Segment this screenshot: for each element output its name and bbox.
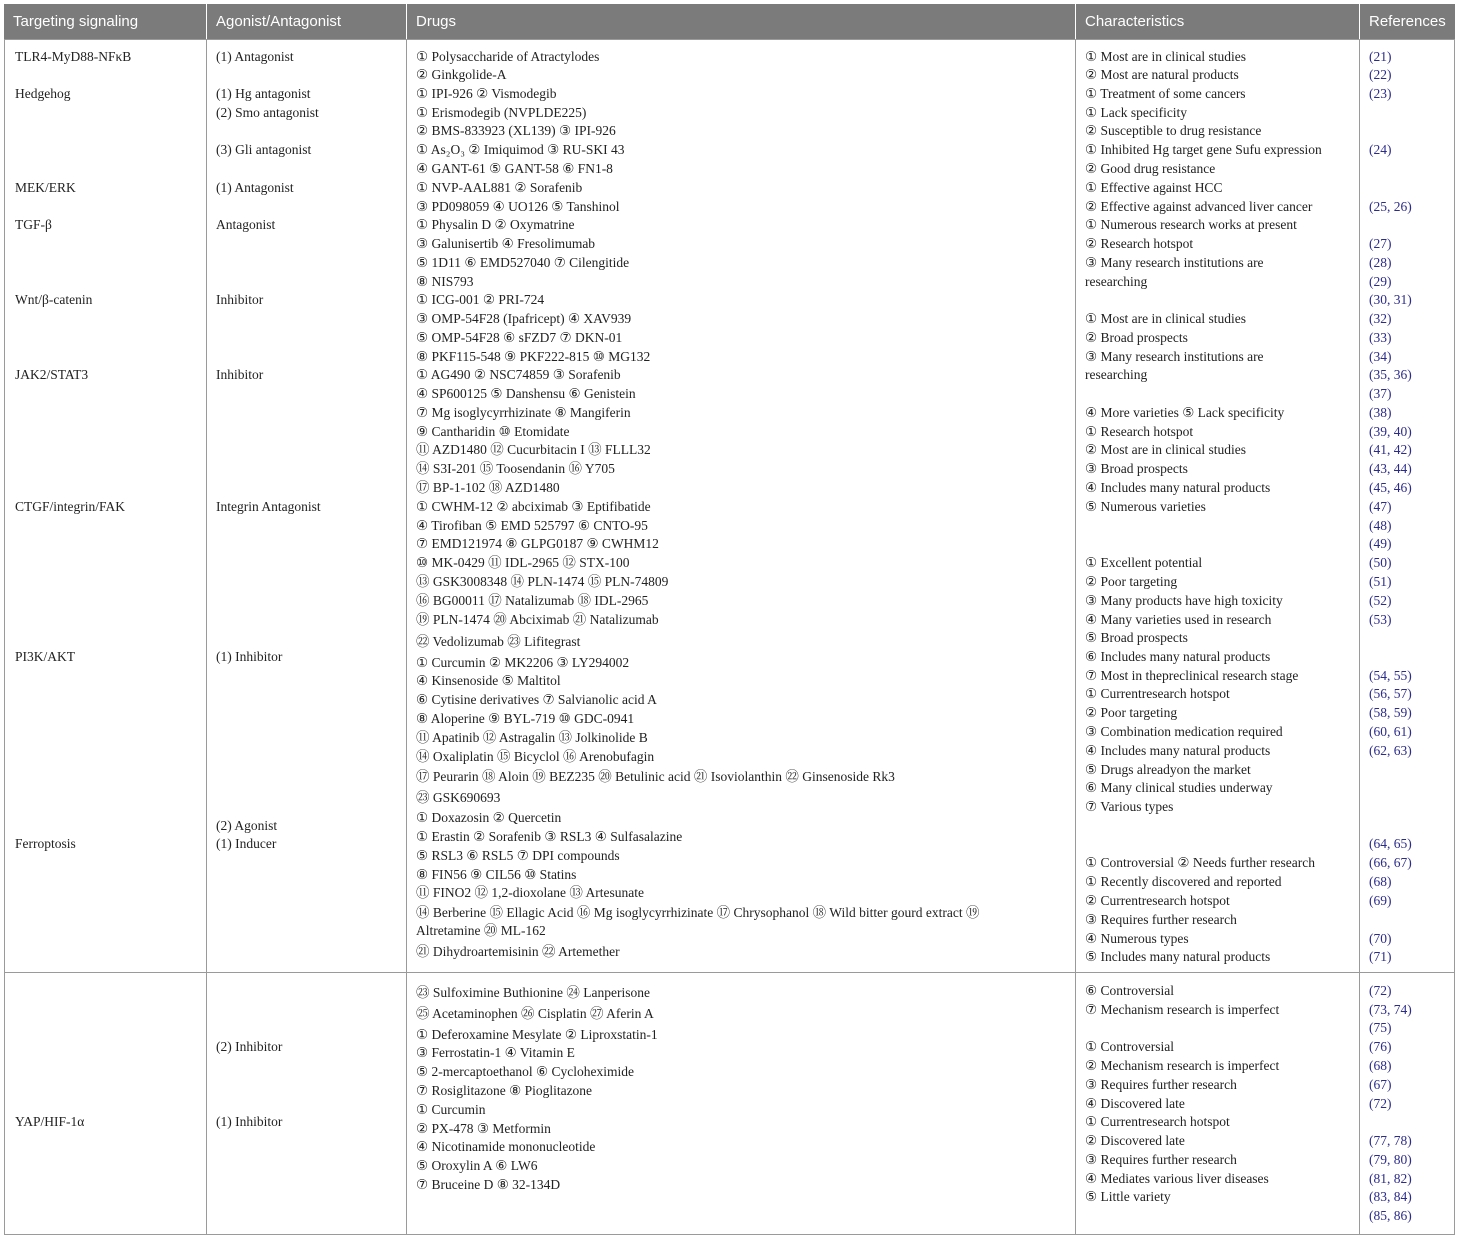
- drug-line: ⑤ RSL3 ⑥ RSL5 ⑦ DPI compounds: [416, 848, 620, 863]
- drug-line: ⑧ FIN56 ⑨ CIL56 ⑩ Statins: [416, 867, 577, 882]
- signaling-cell: PI3K/AKT: [15, 649, 75, 664]
- characteristic-line: ④ Mediates various liver diseases: [1085, 1171, 1269, 1186]
- agonist-cell: (1) Inhibitor: [216, 1114, 283, 1129]
- column-divider: [406, 39, 407, 1235]
- drug-line: ① NVP-AAL881 ② Sorafenib: [416, 180, 583, 195]
- characteristic-line: ③ Requires further research: [1085, 912, 1237, 927]
- reference-cell[interactable]: (77, 78): [1369, 1133, 1412, 1148]
- drug-line: ④ Tirofiban ⑤ EMD 525797 ⑥ CNTO-95: [416, 518, 648, 533]
- characteristic-line: ① Research hotspot: [1085, 424, 1194, 439]
- characteristic-line: ① Effective against HCC: [1085, 180, 1223, 195]
- drug-line: ⑨ Cantharidin ⑩ Etomidate: [416, 424, 570, 439]
- characteristic-line: ① Currentresearch hotspot: [1085, 686, 1230, 701]
- reference-cell[interactable]: (38): [1369, 405, 1392, 420]
- drug-line: ② PX-478 ③ Metformin: [416, 1121, 551, 1136]
- drug-line: ② BMS-833923 (XL139) ③ IPI-926: [416, 123, 616, 138]
- characteristic-line: researching: [1085, 367, 1148, 382]
- drug-line: ⑰ Peurarin ⑱ Aloin ⑲ BEZ235 ⑳ Betulinic acid ㉑ Isoviolanthin ㉒ Ginsenoside Rk3: [416, 769, 895, 784]
- drug-line: ⑭ Berberine ⑮ Ellagic Acid ⑯ Mg isoglycyrrhizinate ⑰ Chrysophanol ⑱ Wild bitter gourd extract ⑲: [416, 905, 980, 920]
- characteristic-line: ① Recently discovered and reported: [1085, 874, 1282, 889]
- drug-line: ① As₂O₃ ② Imiquimod ③ RU-SKI 43: [416, 142, 625, 157]
- characteristic-line: ⑤ Drugs alreadyon the market: [1085, 762, 1251, 777]
- reference-cell[interactable]: (70): [1369, 931, 1392, 946]
- reference-cell[interactable]: (32): [1369, 311, 1392, 326]
- reference-cell[interactable]: (72): [1369, 1096, 1392, 1111]
- drug-line: ① Curcumin: [416, 1102, 486, 1117]
- signaling-cell: CTGF/integrin/FAK: [15, 499, 126, 514]
- reference-cell[interactable]: (50): [1369, 555, 1392, 570]
- reference-cell[interactable]: (75): [1369, 1020, 1392, 1035]
- characteristic-line: ③ Combination medication required: [1085, 724, 1283, 739]
- drug-line: ④ Nicotinamide mononucleotide: [416, 1139, 596, 1154]
- signaling-cell: YAP/HIF-1α: [15, 1114, 85, 1129]
- drug-line: ④ SP600125 ⑤ Danshensu ⑥ Genistein: [416, 386, 636, 401]
- reference-cell[interactable]: (39, 40): [1369, 424, 1412, 439]
- drug-line: ② Ginkgolide-A: [416, 67, 507, 82]
- characteristic-line: ④ Many varieties used in research: [1085, 612, 1272, 627]
- characteristic-line: ③ Requires further research: [1085, 1077, 1237, 1092]
- characteristic-line: ② Discovered late: [1085, 1133, 1185, 1148]
- agonist-cell: (2) Inhibitor: [216, 1039, 283, 1054]
- reference-cell[interactable]: (41, 42): [1369, 442, 1412, 457]
- characteristic-line: ② Poor targeting: [1085, 705, 1178, 720]
- agonist-cell: (2) Agonist: [216, 818, 278, 833]
- drug-line: ① Physalin D ② Oxymatrine: [416, 217, 575, 232]
- reference-cell[interactable]: (30, 31): [1369, 292, 1412, 307]
- characteristic-line: ⑥ Includes many natural products: [1085, 649, 1271, 664]
- reference-cell[interactable]: (28): [1369, 255, 1392, 270]
- column-divider: [1359, 39, 1360, 1235]
- table-header: [4, 4, 1455, 39]
- drug-line: ⑤ OMP-54F28 ⑥ sFZD7 ⑦ DKN-01: [416, 330, 623, 345]
- characteristic-line: ⑥ Controversial: [1085, 983, 1174, 998]
- reference-cell[interactable]: (47): [1369, 499, 1392, 514]
- characteristic-line: ⑦ Most in thepreclinical research stage: [1085, 668, 1299, 683]
- characteristic-line: ② Broad prospects: [1085, 330, 1188, 345]
- reference-cell[interactable]: (79, 80): [1369, 1152, 1412, 1167]
- drug-line: ⑪ AZD1480 ⑫ Cucurbitacin I ⑬ FLLL32: [416, 442, 651, 457]
- drug-line: ⑥ Cytisine derivatives ⑦ Salvianolic acid A: [416, 692, 657, 707]
- characteristic-line: ② Mechanism research is imperfect: [1085, 1058, 1280, 1073]
- reference-cell[interactable]: (60, 61): [1369, 724, 1412, 739]
- characteristic-line: ② Susceptible to drug resistance: [1085, 123, 1262, 138]
- signaling-cell: Hedgehog: [15, 86, 71, 101]
- drug-line: ⑩ MK-0429 ⑪ IDL-2965 ⑫ STX-100: [416, 555, 630, 570]
- characteristic-line: ② Most are in clinical studies: [1085, 442, 1246, 457]
- reference-cell[interactable]: (49): [1369, 536, 1392, 551]
- header-targeting-signaling: Targeting signaling: [13, 13, 139, 30]
- characteristic-line: ⑤ Includes many natural products: [1085, 949, 1271, 964]
- characteristic-line: ③ Requires further research: [1085, 1152, 1237, 1167]
- drug-line: ⑬ GSK3008348 ⑭ PLN-1474 ⑮ PLN-74809: [416, 574, 669, 589]
- header-drugs: Drugs: [416, 13, 457, 30]
- drug-line: ④ GANT-61 ⑤ GANT-58 ⑥ FN1-8: [416, 161, 613, 176]
- reference-cell[interactable]: (33): [1369, 330, 1392, 345]
- reference-cell[interactable]: (58, 59): [1369, 705, 1412, 720]
- characteristic-line: ③ Broad prospects: [1085, 461, 1188, 476]
- agonist-cell: (1) Inhibitor: [216, 649, 283, 664]
- reference-cell[interactable]: (43, 44): [1369, 461, 1412, 476]
- drug-line: ⑦ Rosiglitazone ⑧ Pioglitazone: [416, 1083, 593, 1098]
- reference-cell[interactable]: (51): [1369, 574, 1392, 589]
- agonist-cell: Inhibitor: [216, 292, 264, 307]
- reference-cell[interactable]: (27): [1369, 236, 1392, 251]
- drug-line: Altretamine ⑳ ML-162: [416, 923, 546, 938]
- agonist-cell: Antagonist: [216, 217, 276, 232]
- reference-cell[interactable]: (21): [1369, 49, 1392, 64]
- agonist-cell: (1) Antagonist: [216, 180, 294, 195]
- characteristic-line: ⑦ Various types: [1085, 799, 1174, 814]
- agonist-cell: (1) Inducer: [216, 836, 277, 851]
- characteristic-line: ② Most are natural products: [1085, 67, 1239, 82]
- header-agonist-antagonist: Agonist/Antagonist: [216, 13, 342, 30]
- reference-cell[interactable]: (76): [1369, 1039, 1392, 1054]
- drug-line: ① AG490 ② NSC74859 ③ Sorafenib: [416, 367, 621, 382]
- reference-cell[interactable]: (81, 82): [1369, 1171, 1412, 1186]
- signaling-cell: MEK/ERK: [15, 180, 76, 195]
- drug-line: ㉒ Vedolizumab ㉓ Lifitegrast: [416, 634, 581, 649]
- drug-line: ① Deferoxamine Mesylate ② Liproxstatin-1: [416, 1027, 658, 1042]
- reference-cell[interactable]: (53): [1369, 612, 1392, 627]
- drug-line: ⑭ Oxaliplatin ⑮ Bicyclol ⑯ Arenobufagin: [416, 749, 655, 764]
- drug-line: ⑦ Mg isoglycyrrhizinate ⑧ Mangiferin: [416, 405, 631, 420]
- header-characteristics: Characteristics: [1085, 13, 1185, 30]
- drug-line: ⑤ 1D11 ⑥ EMD527040 ⑦ Cilengitide: [416, 255, 630, 270]
- characteristic-line: ② Good drug resistance: [1085, 161, 1216, 176]
- drug-line: ⑤ 2-mercaptoethanol ⑥ Cycloheximide: [416, 1064, 635, 1079]
- characteristic-line: ② Poor targeting: [1085, 574, 1178, 589]
- agonist-cell: (3) Gli antagonist: [216, 142, 312, 157]
- signaling-cell: TGF-β: [15, 217, 52, 232]
- characteristic-line: ② Currentresearch hotspot: [1085, 893, 1230, 908]
- characteristic-line: ⑦ Mechanism research is imperfect: [1085, 1002, 1280, 1017]
- characteristic-line: ① Excellent potential: [1085, 555, 1203, 570]
- drug-line: ① Doxazosin ② Quercetin: [416, 810, 562, 825]
- drug-line: ⑤ Oroxylin A ⑥ LW6: [416, 1158, 538, 1173]
- agonist-cell: (2) Smo antagonist: [216, 105, 319, 120]
- drug-line: ③ Galunisertib ④ Fresolimumab: [416, 236, 596, 251]
- characteristic-line: ⑥ Many clinical studies underway: [1085, 780, 1273, 795]
- drug-line: ⑦ Bruceine D ⑧ 32-134D: [416, 1177, 561, 1192]
- reference-cell[interactable]: (62, 63): [1369, 743, 1412, 758]
- agonist-cell: Inhibitor: [216, 367, 264, 382]
- reference-cell[interactable]: (23): [1369, 86, 1392, 101]
- agonist-cell: (1) Hg antagonist: [216, 86, 311, 101]
- reference-cell[interactable]: (29): [1369, 274, 1392, 289]
- drug-line: ① Polysaccharide of Atractylodes: [416, 49, 600, 64]
- characteristic-line: ④ Discovered late: [1085, 1096, 1185, 1111]
- reference-cell[interactable]: (83, 84): [1369, 1189, 1412, 1204]
- drug-line: ③ OMP-54F28 (Ipafricept) ④ XAV939: [416, 311, 632, 326]
- drug-line: ① CWHM-12 ② abciximab ③ Eptifibatide: [416, 499, 651, 514]
- reference-cell[interactable]: (54, 55): [1369, 668, 1412, 683]
- drug-line: ⑧ PKF115-548 ⑨ PKF222-815 ⑩ MG132: [416, 349, 651, 364]
- characteristic-line: ① Lack specificity: [1085, 105, 1188, 120]
- drug-line: ㉓ Sulfoximine Buthionine ㉔ Lanperisone: [416, 985, 650, 1000]
- agonist-cell: Integrin Antagonist: [216, 499, 321, 514]
- reference-cell[interactable]: (22): [1369, 67, 1392, 82]
- drug-line: ⑪ Apatinib ⑫ Astragalin ⑬ Jolkinolide B: [416, 730, 648, 745]
- header-references: References: [1369, 13, 1446, 30]
- drug-line: ④ Kinsenoside ⑤ Maltitol: [416, 673, 561, 688]
- column-divider: [206, 39, 207, 1235]
- drug-line: ① IPI-926 ② Vismodegib: [416, 86, 557, 101]
- characteristic-line: ② Effective against advanced liver cancer: [1085, 199, 1313, 214]
- drug-line: ⑰ BP-1-102 ⑱ AZD1480: [416, 480, 560, 495]
- characteristic-line: ① Most are in clinical studies: [1085, 49, 1246, 64]
- characteristic-line: ④ Includes many natural products: [1085, 743, 1271, 758]
- characteristic-line: ⑤ Broad prospects: [1085, 630, 1188, 645]
- characteristic-line: ① Numerous research works at present: [1085, 217, 1297, 232]
- reference-cell[interactable]: (69): [1369, 893, 1392, 908]
- characteristic-line: researching: [1085, 274, 1148, 289]
- characteristic-line: ④ Includes many natural products: [1085, 480, 1271, 495]
- drug-line: ⑯ BG00011 ⑰ Natalizumab ⑱ IDL-2965: [416, 593, 649, 608]
- drug-line: ㉕ Acetaminophen ㉖ Cisplatin ㉗ Aferin A: [416, 1006, 654, 1021]
- reference-cell[interactable]: (48): [1369, 518, 1392, 533]
- reference-cell[interactable]: (71): [1369, 949, 1392, 964]
- reference-cell[interactable]: (37): [1369, 386, 1392, 401]
- drug-line: ① Erismodegib (NVPLDE225): [416, 105, 587, 120]
- reference-cell[interactable]: (64, 65): [1369, 836, 1412, 851]
- reference-cell[interactable]: (25, 26): [1369, 199, 1412, 214]
- drug-line: ⑲ PLN-1474 ⑳ Abciximab ㉑ Natalizumab: [416, 612, 659, 627]
- reference-cell[interactable]: (45, 46): [1369, 480, 1412, 495]
- row-divider: [4, 972, 1455, 973]
- signaling-cell: Ferroptosis: [15, 836, 76, 851]
- reference-cell[interactable]: (24): [1369, 142, 1392, 157]
- drug-line: ① Curcumin ② MK2206 ③ LY294002: [416, 655, 630, 670]
- reference-cell[interactable]: (34): [1369, 349, 1392, 364]
- characteristic-line: ⑤ Little variety: [1085, 1189, 1171, 1204]
- drug-line: ⑭ S3I-201 ⑮ Toosendanin ⑯ Y705: [416, 461, 615, 476]
- reference-cell[interactable]: (66, 67): [1369, 855, 1412, 870]
- column-divider: [1075, 39, 1076, 1235]
- agonist-cell: (1) Antagonist: [216, 49, 294, 64]
- drug-line: ③ Ferrostatin-1 ④ Vitamin E: [416, 1045, 575, 1060]
- characteristic-line: ③ Many research institutions are: [1085, 349, 1264, 364]
- characteristic-line: ① Most are in clinical studies: [1085, 311, 1246, 326]
- signaling-cell: JAK2/STAT3: [15, 367, 89, 382]
- reference-cell[interactable]: (68): [1369, 874, 1392, 889]
- drug-line: ㉑ Dihydroartemisinin ㉒ Artemether: [416, 944, 620, 959]
- signaling-cell: Wnt/β-catenin: [15, 292, 93, 307]
- signaling-cell: TLR4-MyD88-NFκB: [15, 49, 132, 64]
- drug-line: ③ PD098059 ④ UO126 ⑤ Tanshinol: [416, 199, 620, 214]
- characteristic-line: ④ Numerous types: [1085, 931, 1189, 946]
- drug-line: ⑪ FINO2 ⑫ 1,2-dioxolane ⑬ Artesunate: [416, 885, 644, 900]
- characteristic-line: ① Currentresearch hotspot: [1085, 1114, 1230, 1129]
- characteristic-line: ③ Many products have high toxicity: [1085, 593, 1283, 608]
- characteristic-line: ① Treatment of some cancers: [1085, 86, 1246, 101]
- characteristic-line: ③ Many research institutions are: [1085, 255, 1264, 270]
- reference-cell[interactable]: (72): [1369, 983, 1392, 998]
- drug-line: ① ICG-001 ② PRI-724: [416, 292, 545, 307]
- characteristic-line: ① Controversial ② Needs further research: [1085, 855, 1315, 870]
- drug-line: ⑧ NIS793: [416, 274, 474, 289]
- characteristic-line: ① Inhibited Hg target gene Sufu expression: [1085, 142, 1322, 157]
- reference-cell[interactable]: (73, 74): [1369, 1002, 1412, 1017]
- characteristic-line: ⑤ Numerous varieties: [1085, 499, 1206, 514]
- characteristic-line: ① Controversial: [1085, 1039, 1174, 1054]
- reference-cell[interactable]: (67): [1369, 1077, 1392, 1092]
- reference-cell[interactable]: (52): [1369, 593, 1392, 608]
- drug-line: ⑦ EMD121974 ⑧ GLPG0187 ⑨ CWHM12: [416, 536, 659, 551]
- reference-cell[interactable]: (56, 57): [1369, 686, 1412, 701]
- characteristic-line: ② Research hotspot: [1085, 236, 1194, 251]
- characteristic-line: ④ More varieties ⑤ Lack specificity: [1085, 405, 1285, 420]
- drug-line: ⑧ Aloperine ⑨ BYL-719 ⑩ GDC-0941: [416, 711, 635, 726]
- reference-cell[interactable]: (85, 86): [1369, 1208, 1412, 1223]
- drug-line: ㉓ GSK690693: [416, 790, 501, 805]
- reference-cell[interactable]: (35, 36): [1369, 367, 1412, 382]
- reference-cell[interactable]: (68): [1369, 1058, 1392, 1073]
- drug-line: ① Erastin ② Sorafenib ③ RSL3 ④ Sulfasalazine: [416, 829, 683, 844]
